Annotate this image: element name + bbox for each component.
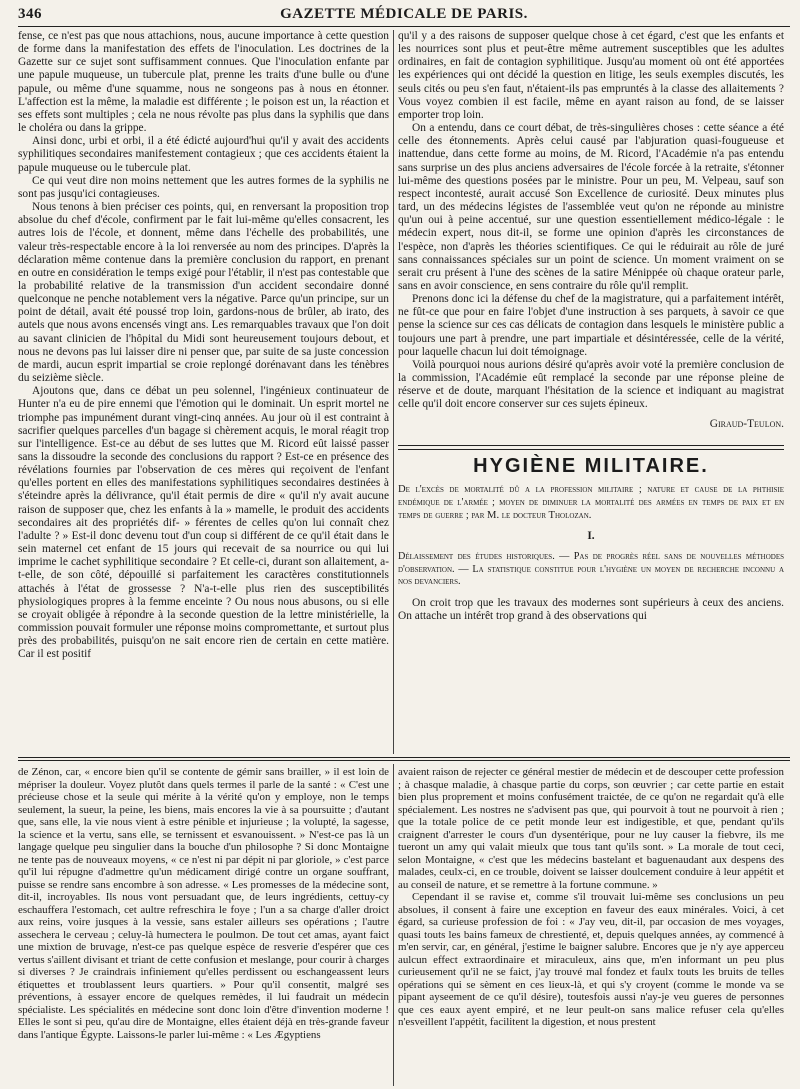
paragraph: On croit trop que les travaux des modernes sont supérieurs à ceux des anciens. On attache un intérêt trop grand à des observations qui [398, 596, 784, 622]
bottom-right-column [398, 766, 784, 1088]
author-signature: Giraud-Teulon. [709, 417, 784, 430]
paragraph: Nous tenons à bien préciser ces points, qui, en renversant la proposition trop absolue du chef d'école, confirment par le fait lui-même qu'elles consacrent, les autres lois de l'école, et donnent, même dans l'échelle des probabilités, une valeur très-respectable encore à la loi renversée au nom des principes. D'après la déclaration même contenue dans la première conclusion du rapport, en prenant en outre en considération le temps exigé pour l'établir, il n'est pas contestable que la probabilité relative de la transmission d'un accident secondaire donné quelconque ne penche notablement vers la négative. Parce qu'un principe, sur un point de détail, avait été poussé trop loin, gardons-nous de brûler, ab irato, des autels que nous avons encensés vingt ans. Les remarquables travaux que l'on doit au savant clinicien de l'hôpital du Midi sont heureusement toujours debout, et nous ne devons pas lui laisser dire ni penser que, par suite de sa juste concession de mardi, aucun esprit impartial se croie replongé dorénavant dans les ténèbres du seizième siècle. [18, 201, 389, 385]
paragraph: Cependant il se ravise et, comme s'il trouvait lui-même ses conclusions un peu absolues, il consent à faire une exception en faveur des eaux minérales. Voici, à cet égard, sa curieuse profession de foi : « J'ay veu, dit-il, par occasion de mes voyages, quasi touts les bains fameux de chrestienté, et, depuis quelques années, ay commencé à m'en servir, car, en général, j'estime le baigner salubre. Encores que je n'y aye apperceu aulcun effect extraordinaire et miraculeux, ains que, m'en informant un peu plus curieusement qu'il ne se faict, j'ay trouvé mal fondez et faulx touts les bruits de telles opérations qui se sèment en ces lieux-là, et qui s'y croyent (comme le monde va se pipant ayseement de ce qu'il désire), toutesfois aussi n'ay-je veu gueres de personnes que ces eaux ayent empiré, et ne leur peult-on sans malice refuser cela qu'elles n'esveillent l'appétit, facilitent la digestion, et nous prestent [398, 891, 784, 1028]
bottom-left-column [18, 766, 389, 1088]
chapter-number: I. [587, 529, 595, 542]
paragraph: fense, ce n'est pas que nous attachions, nous, aucune importance à cette question de forme dans la manifestation des effets de l'inoculation. Les doctrines de la Gazette sur ce sujet sont suffisamment connues. Que l'inoculation enfante par une papule muqueuse, un tubercule plat, prenne les traits d'une bulle ou d'une papule, ou même d'une squamme, nous ne songeons pas à nous en étonner. L'affection est la même, la maladie est différente ; le poison est un, la réaction et ses effets sont multiples ; cela ne nous révolte pas plus dans la syphilis que dans le choléra ou dans la grippe. [18, 30, 389, 135]
feuilleton-divider [18, 757, 790, 758]
paragraph: avaient raison de rejecter ce général mestier de médecin et de descouper cette profession ; à chasque maladie, à chasque partie du corps, son œuvrier ; car cette partie en estait bien plus proprement et moins confusément traictée, de ce qu'on ne regardait qu'à elle spécialement. Les nostres ne s'advisent pas que, qui pourvoit à tout ne pourvoit à rien ; que la totale police de ce petit monde leur est indigestible, et que, pendant qu'ils craignent d'arrester le cours d'un dysentérique, pour ne luy causer la fiebvre, ils me tueront un amy qui valait mieulx que tous tant qu'ils sont. » La morale de tout ceci, selon Montaigne, « c'est que les médecins bastelant et baguenaudant aux despens des malades, ceulx-ci, en ce trouble, doivent se laisser doulcement conduire à leur appétit et au conseil de nature, et se remettre à la fortune commune. » [398, 766, 784, 891]
top-right-column [398, 30, 784, 752]
paragraph: qu'il y a des raisons de supposer quelque chose à cet égard, c'est que les enfants et les nourrices sont plus et peut-être même autrement susceptibles que les adultes ordinaires, en fait de contagion syphilitique. Jusqu'au moment où ont été apportées les expériences qui ont décidé la question en litige, les seuls exemples discutés, les seuls cités ou peu s'en faut, n'étaient-ils pas empruntés à la classe des allaitements ? Vous voyez combien il est facile, même en ayant raison au fond, de se laisser emporter trop loin. [398, 30, 784, 121]
feuilleton-divider-thin [18, 760, 790, 761]
section-separator [398, 445, 784, 450]
top-left-column [18, 30, 389, 752]
journal-title: GAZETTE MÉDICALE DE PARIS. [280, 6, 528, 22]
paragraph: Voilà pourquoi nous aurions désiré qu'après avoir voté la première conclusion de la commission, l'Académie eût remplacé la seconde par une réponse pleine de réserve et de doute, marquant l'hésitation de la science et indiquant au magistrat celle qu'il doit encore conserver sur ces sujets épineux. [398, 358, 784, 411]
paragraph: Prenons donc ici la défense du chef de la magistrature, qui a parfaitement intérêt, ne fût-ce que pour en faire l'objet d'une instruction à ses parquets, à savoir ce que pense la science sur ces cas délicats de contagion dans lesquels le ministère public a toujours une part à prendre, une part impartiale et désintéressée, celle de la vérité, pour laquelle chacun lui doit témoignage. [398, 293, 784, 358]
paragraph: Ajoutons que, dans ce débat un peu solennel, l'ingénieux continuateur de Hunter n'a eu de pire ennemi que l'émotion qui le dominait. Un esprit mortel ne triomphe pas impunément durant vingt-cinq années. Au jour où il est contraint à sacrifier quelques parcelles d'un bagage si chèrement acquis, le moral réagit trop sur l'intelligence. Est-ce au début de ses luttes que M. Ricord eût laissé passer sans la dissoudre la seconde des conclusions du rapport ? Est-ce en présence des révélations fournies par l'observation de ces mères qui reçoivent de l'enfant qu'elles portent en elles des manifestations syphilitiques secondaires destinées à s'éteindre après la délivrance, qu'il était permis de dire « qu'il n'y avait aucune raison de supposer que, chez les enfants à la » mamelle, le produit des accidents secondaires ait des propriétés dif- » férentes de celles qu'on lui connaît chez l'adulte ? » Est-il donc devenu tout d'un coup si différent de ce qu'il était dans le sein maternel cet enfant de 15 jours qui recevait de sa nourrice ou qui lui imprime le cachet syphilitique secondaire ? Et celle-ci, durant son allaitement, a-t-elle, de son côté, dépouillé si parfaitement les caractères constitutionnels attachés à l'état de grossesse ? N'a-t-elle plus rien des susceptibilités physiologiques propres à la femme enceinte ? Ou nous nous abusons, ou si elle se croyait obligée à répondre à la seconde question de la lettre ministérielle, la commission pouvait formuler une réponse moins compromettante, et surtout plus près des probabilités, puisqu'on ne sait encore rien de certain en cette matière. Car il est positif [18, 385, 389, 661]
column-divider-bottom [393, 764, 394, 1086]
paragraph: de Zénon, car, « encore bien qu'il se contente de gémir sans brailler, » il est loin de mépriser la douleur. Voyez plutôt dans quels termes il parle de la santé : « C'est une précieuse chose et la seule qui mérite à la vérité qu'on y employe, non le temps seulement, la sueur, la peine, les biens, mais encores la vie à sa poursuitte ; d'autant que, sans elle, la vie nous vient à estre pénible et injurieuse ; la volupté, la sagesse, la science et la vertu, sans elle, se ternissent et esvanouissent. » N'est-ce pas là un langage quelque peu singulier dans la bouche d'un philosophe ? Si donc Montaigne ne tente pas de nouveaux moyens, « ce n'est ni par dépit ni par gloriole, » c'est parce qu'il lui répugne d'admettre qu'un médicament dirigé contre un organe souffrant, puisse se rendre sans encombre à son adresse. « Les promesses de la médecine sont, dit-il, incroyables. Ils nous vont persuadant que, de leurs ingrédients, cettuy-cy eschauffera l'estomach, cet aultre refreschira le foye ; l'un a sa charge d'aller droict aux reins, voire jusques à la vessie, sans estaler ailleurs ses opérations ; l'autre assechera le cerveau ; celuy-là humectera le poulmon. De tout cet amas, ayant faict une mixtion de bruvage, n'est-ce pas quelque espèce de resverie d'espérer que ces vertus s'aillent divisant et triant de cette confusion et meslange, pour courir à charges si diverses ? Je craindrais infiniement qu'elles perdissent ou eschangeassent leurs étiquettes et troublassent leurs quartiers. » Pour qu'il consentit, malgré ses préventions, à essayer encore de quelques remèdes, il lui faudrait un médecin spécialiste. Les spécialités en médecine sont donc loin d'être d'invention moderne ! Elles le sont si peu, qu'au dire de Montaigne, elles étaient déjà en très-grande faveur dans l'antique Égypte. Laissons-le parler lui-même : « Les Ægyptiens [18, 766, 389, 1041]
paragraph: Ce qui veut dire non moins nettement que les autres formes de la syphilis ne sont pas jusqu'ici contagieuses. [18, 174, 389, 200]
paragraph: On a entendu, dans ce court débat, de très-singulières choses : cette séance a été celle des étonnements. Après celui causé par l'abjuration quasi-fougueuse et inattendue, dans cette forme au moins, de M. Ricord, l'Académie n'a pas entendu sans surprise un des plus anciens adversaires de l'école forcée à la retraite, s'étonner lui-même des questions posées par le ministre. Pour un peu, M. Velpeau, sauf son respect incontesté, aurait accusé Son Excellence de curiosité. Deux minutes plus tard, un des médecins légistes de l'assemblée veut qu'on ne réponde au ministre qu'un oui à peine accentué, sur une question essentiellement médico-légale : le médecin expert, nous dit-il, se forme une opinion d'après les circonstances de l'espèce, non d'après les théories scientifiques. Ce qui le réduirait au rôle de juré sans connaissances spéciales sur un point de science. Un moment vraiment on se serait cru présent à l'une des scènes de la satire Ménippée où chaque orateur parle, sans en avoir conscience, en sens contraire du rôle qu'il remplit. [398, 122, 784, 292]
section-title: HYGIÈNE MILITAIRE. [473, 454, 709, 477]
page-header [18, 4, 790, 27]
page-number: 346 [18, 6, 42, 22]
chapter-heading: Délaissement des études historiques. — Pas de progrès réel sans de nouvelles méthodes d'observation. — La statistique constitue pour l'hygiène un moyen de recherche inconnu a nos devanciers. [398, 551, 784, 588]
column-divider-top [393, 30, 394, 754]
paragraph: Ainsi donc, urbi et orbi, il a été édicté aujourd'hui qu'il y avait des accidents syphilitiques secondaires manifestement contagieux ; que ces accidents étaient la papule muqueuse ou le tubercule plat. [18, 135, 389, 174]
section-subtitle: De l'excès de mortalité dû a la profession militaire ; nature et cause de la phthisie endémique de l'armée ; moyen de diminuer la mortalité des armées en temps de paix et en temps de guerre ; par M. le docteur Tholozan. [398, 483, 784, 521]
